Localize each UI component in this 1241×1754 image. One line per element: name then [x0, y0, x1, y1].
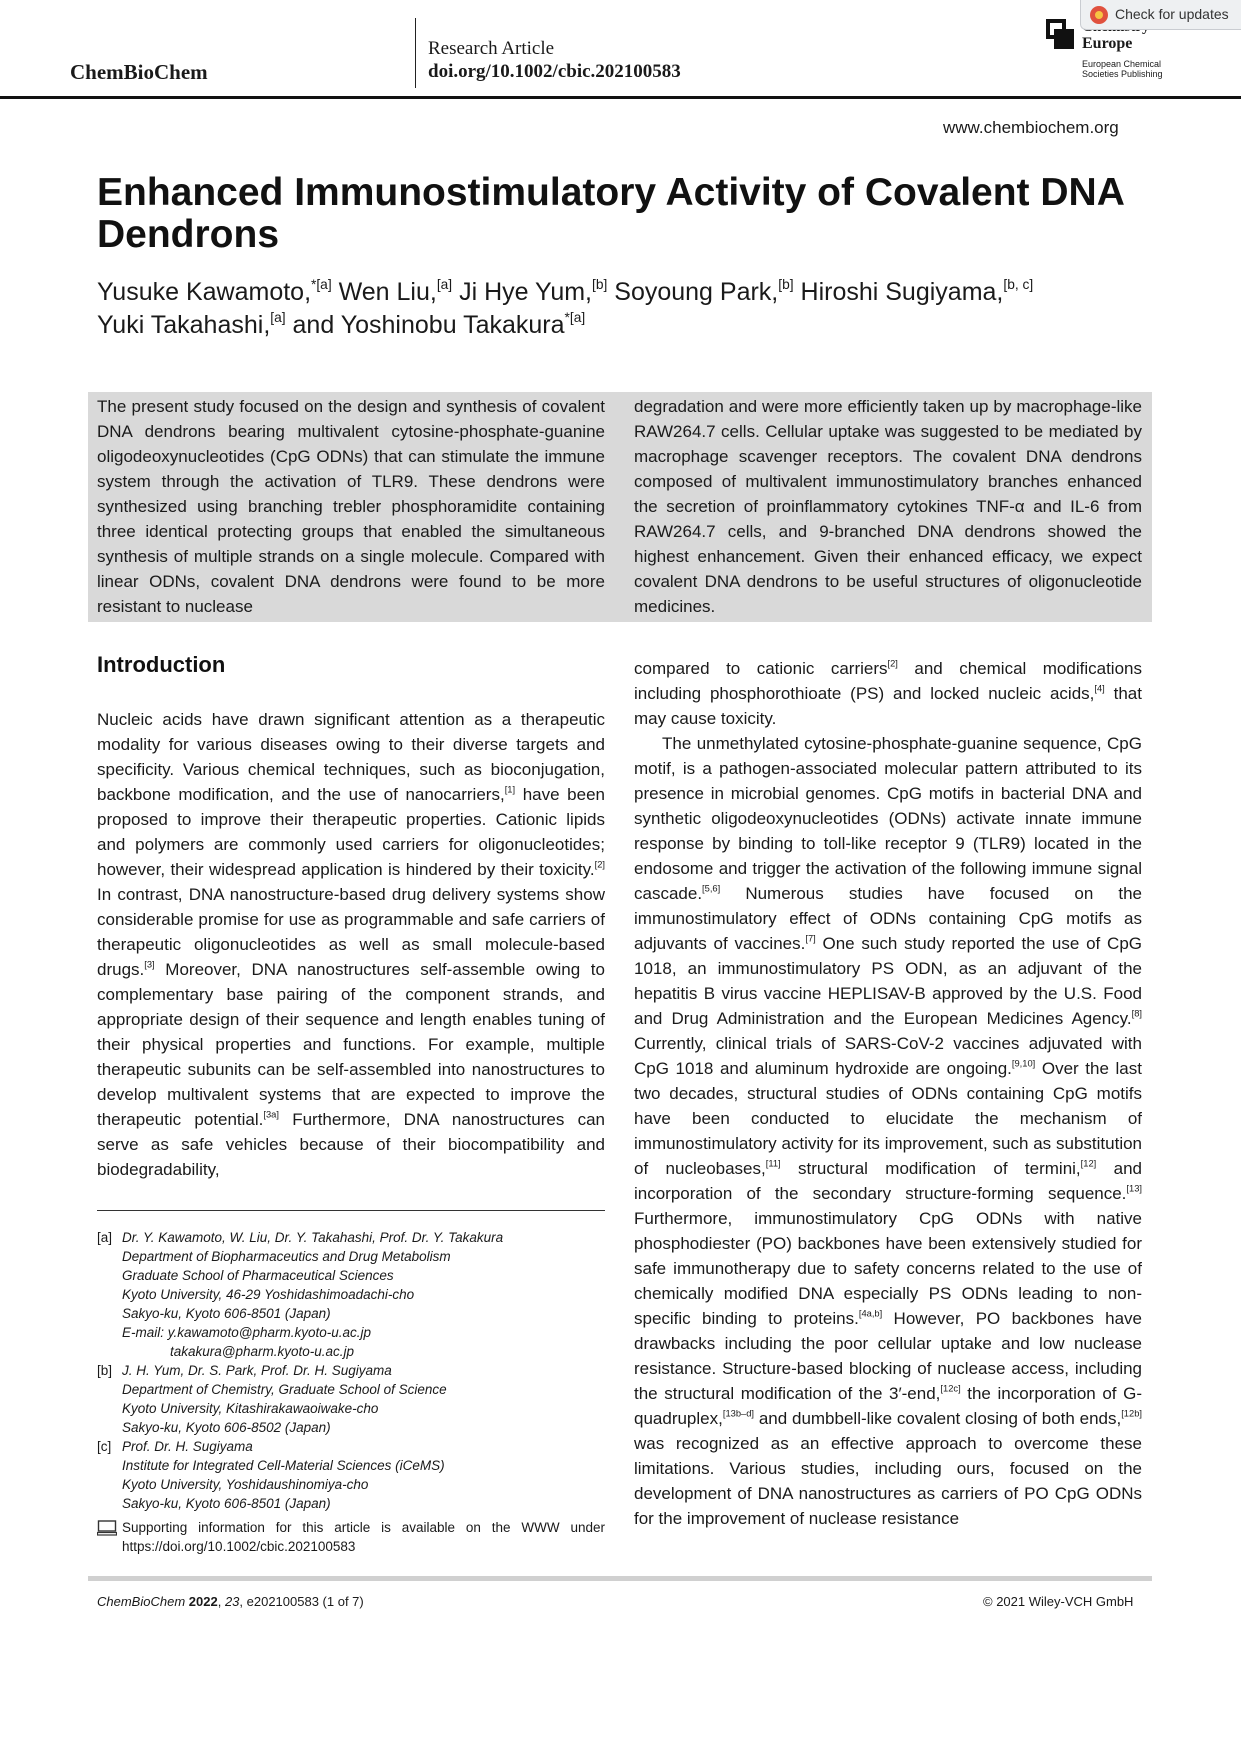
body-right-column — [634, 656, 1142, 1531]
author-name: Hiroshi Sugiyama, — [800, 278, 1004, 306]
logo-text-3 — [1082, 59, 1163, 79]
footnote-rule — [97, 1210, 605, 1211]
citation-ref[interactable]: [4] — [1094, 683, 1105, 694]
affiliation-line: Department of Biopharmaceutics and Drug Metabolism — [122, 1249, 451, 1264]
text-run: was recognized as an effective approach to overcome these limitations. Various studies, including ours, focused on the development of DNA nanostructures as carriers of PO CpG ODNs for the improvement of nuclease resistance — [634, 1434, 1142, 1528]
supporting-info-text: Supporting information for this article is available on the WWW under https://doi.org/10.1002/cbic.202100583 — [122, 1520, 605, 1554]
footer-article: , e202100583 (1 of 7) — [239, 1594, 364, 1609]
crossmark-icon — [1090, 6, 1108, 24]
abstract-right: degradation and were more efficiently taken up by macrophage-like RAW264.7 cells. Cellular uptake was suggested to be mediated by macrophage scavenger receptors. The covalent DNA dendrons composed of multivalent immunostimulatory branches enhanced the secretion of proinflammatory cytokines TNF-α and IL-6 from RAW264.7 cells, and 9-branched DNA dendrons showed the highest enhancement. Given their enhanced efficacy, we expect covalent DNA dendrons to be useful structures of oligonucleotide medicines. — [634, 397, 1142, 616]
text-run: structural modification of termini, — [780, 1159, 1081, 1178]
citation-ref[interactable]: [3a] — [263, 1109, 279, 1120]
journal-name: ChemBioChem — [70, 60, 208, 84]
citation-ref[interactable]: [8] — [1131, 1008, 1142, 1019]
citation-ref[interactable]: [3] — [144, 959, 155, 970]
text-run: and chemical modifications including phosphorothioate (PS) and locked nucleic acids, — [634, 659, 1142, 703]
affiliation-entry — [97, 1228, 605, 1361]
text-run: Furthermore, immunostimulatory CpG ODNs with native phosphodiester (PO) backbones have been extensively studied for safe immunotherapy due to safety concerns related to the use of chemically modified DNA especially PS ODNs leading to non-specific binding to proteins. — [634, 1209, 1142, 1328]
affiliation-line: Department of Chemistry, Graduate School of Science — [122, 1382, 447, 1397]
intro-paragraph-1 — [97, 707, 605, 1182]
citation-ref[interactable]: [7] — [805, 933, 816, 944]
intro-paragraph-2 — [634, 731, 1142, 1531]
text-run: Currently, clinical trials of SARS-CoV-2 vaccines adjuvated with CpG 1018 and aluminum hydroxide are ongoing. — [634, 1034, 1142, 1078]
citation-ref[interactable]: [9,10] — [1011, 1058, 1036, 1069]
footer-volume: 23 — [224, 1594, 240, 1609]
logo-subtitle-2: Societies Publishing — [1082, 69, 1163, 79]
text-run: that may cause toxicity. — [634, 684, 1142, 728]
affiliation-line: Kyoto University, Kitashirakawaoiwake-cho — [122, 1401, 379, 1416]
author-name: Yusuke Kawamoto, — [97, 278, 312, 306]
logo-subtitle-1: European Chemical — [1082, 59, 1162, 69]
footer-rule — [88, 1576, 1152, 1581]
text-run: Numerous studies have focused on the immunostimulatory effect of ODNs containing CpG motifs as adjuvants of vaccines. — [634, 884, 1142, 953]
body-left-column — [97, 707, 605, 1182]
citation-ref[interactable]: [2] — [594, 859, 605, 870]
check-for-updates-button[interactable] — [1080, 0, 1241, 30]
doi-link[interactable]: doi.org/10.1002/cbic.202100583 — [428, 61, 681, 82]
text-run: the incorporation of G-quadruplex, — [634, 1384, 1142, 1428]
citation-ref[interactable]: [13] — [1126, 1183, 1142, 1194]
citation-ref[interactable]: [11] — [765, 1158, 781, 1169]
affiliation-tag: [a] — [97, 1230, 113, 1245]
author-affiliation-mark: [a] — [436, 277, 453, 292]
text-run: Furthermore, DNA nanostructures can serve as safe vehicles because of their biocompatibility and biodegradability, — [97, 1110, 605, 1179]
author-list — [97, 276, 1177, 342]
footer-citation: ChemBioChem 2022, 23, e202100583 (1 of 7) — [97, 1594, 364, 1609]
affiliation-line: E-mail: y.kawamoto@pharm.kyoto-u.ac.jp — [122, 1325, 372, 1340]
section-heading-introduction: Introduction — [97, 652, 226, 677]
author-name: Wen Liu, — [338, 278, 437, 306]
affiliation-line: Sakyo-ku, Kyoto 606-8501 (Japan) — [122, 1306, 331, 1321]
citation-ref[interactable]: [12b] — [1121, 1408, 1142, 1419]
footer-journal: ChemBioChem — [97, 1594, 186, 1609]
footer-copyright: © 2021 Wiley-VCH GmbH — [983, 1594, 1134, 1609]
author-affiliation-mark: *[a] — [564, 310, 586, 325]
author-affiliation-mark: [b] — [778, 277, 794, 292]
text-run: One such study reported the use of CpG 1018, an immunostimulatory PS ODN, as an adjuvant of the hepatitis B virus vaccine HEPLISAV-B approved by the U.S. Food and Drug Administration and the European Medicines Agency. — [634, 934, 1142, 1028]
affiliations — [97, 1228, 605, 1513]
author-affiliation-mark: [b, c] — [1003, 277, 1034, 292]
citation-ref[interactable]: [13b–d] — [722, 1408, 755, 1419]
citation-ref[interactable]: [2] — [887, 658, 898, 669]
supporting-information — [97, 1518, 605, 1556]
affiliation-tag: [c] — [97, 1439, 112, 1454]
text-run: Moreover, DNA nanostructures self-assemble owing to complementary base pairing of the component strands, and appropriate design of their sequence and length enables tuning of their physical properties and functions. For example, multiple therapeutic subunits can be self-assembled into nanostructures to develop multivalent systems that are expected to improve the therapeutic potential. — [97, 960, 605, 1129]
affiliation-line: Dr. Y. Kawamoto, W. Liu, Dr. Y. Takahashi, Prof. Dr. Y. Takakura — [122, 1230, 504, 1245]
text-run: However, PO backbones have drawbacks including the poor cellular uptake and low nuclease resistance. Structure-based blocking of nuclease access, including the structural modification of the 3′-end, — [634, 1309, 1143, 1403]
citation-ref[interactable]: [4a,b] — [858, 1308, 883, 1319]
author-affiliation-mark: [b] — [592, 277, 608, 292]
text-run: have been proposed to improve their therapeutic properties. Cationic lipids and polymers are commonly used carriers for oligonucleotides; however, their widespread application is hindered by their toxicity. — [97, 785, 605, 879]
footer-year: 2022 — [188, 1594, 218, 1609]
affiliation-tag: [b] — [97, 1363, 113, 1378]
citation-ref[interactable]: [1] — [504, 784, 516, 795]
text-run: compared to cationic carriers — [634, 659, 888, 678]
article-title: Enhanced Immunostimulatory Activity of Covalent DNA Dendrons — [97, 171, 1124, 256]
text-run: Over the last two decades, structural studies of ODNs containing CpG motifs have been conducted to elucidate the mechanism of immunostimulatory activity for its improvement, such as substitution of nucleobases, — [634, 1059, 1142, 1178]
affiliation-line: Graduate School of Pharmaceutical Sciences — [122, 1268, 394, 1283]
affiliation-line: Institute for Integrated Cell-Material Sciences (iCeMS) — [122, 1458, 445, 1473]
article-type: Research Article — [428, 38, 555, 59]
affiliation-line: Sakyo-ku, Kyoto 606-8502 (Japan) — [122, 1420, 331, 1435]
logo-text-2: Europe — [1082, 35, 1133, 52]
website-link[interactable]: www.chembiochem.org — [943, 118, 1119, 137]
affiliation-line: J. H. Yum, Dr. S. Park, Prof. Dr. H. Sugiyama — [122, 1363, 392, 1378]
affiliation-line: Prof. Dr. H. Sugiyama — [122, 1439, 253, 1454]
text-run: The unmethylated cytosine-phosphate-guanine sequence, CpG motif, is a pathogen-associated molecular pattern attributed to its presence in microbial genomes. CpG motifs in bacterial DNA and synthetic oligodeoxynucleotides (ODNs) activate innate immune response by binding to toll-like receptor 9 (TLR9) located in the endosome and trigger the activation of the following immune signal cascade. — [634, 734, 1142, 903]
affiliation-line: Kyoto University, Yoshidaushinomiya-cho — [122, 1477, 369, 1492]
intro-paragraph-continued — [634, 656, 1142, 731]
affiliation-email[interactable]: takakura@pharm.kyoto-u.ac.jp — [170, 1344, 355, 1359]
author-affiliation-mark: *[a] — [311, 277, 332, 292]
check-for-updates-label: Check for updates — [1115, 6, 1229, 22]
abstract-left: The present study focused on the design and synthesis of covalent DNA dendrons bearing multivalent cytosine-phosphate-guanine oligodeoxynucleotides (CpG ODNs) that can stimulate the immune system through the activation of TLR9. These dendrons were synthesized using branching trebler phosphoramidite containing three identical protecting groups that enabled the simultaneous synthesis of multiple strands on a single molecule. Compared with linear ODNs, covalent DNA dendrons were found to be more resistant to nuclease — [97, 397, 605, 616]
author-name: and Yoshinobu Takakura — [292, 311, 565, 339]
text-run: and dumbbell-like covalent closing of both ends, — [754, 1409, 1122, 1428]
header-divider — [415, 18, 416, 88]
text-run: and incorporation of the secondary structure-forming sequence. — [634, 1159, 1142, 1203]
affiliation-line: Kyoto University, 46-29 Yoshidashimoadachi-cho — [122, 1287, 415, 1302]
affiliation-line: Sakyo-ku, Kyoto 606-8501 (Japan) — [122, 1496, 331, 1511]
citation-ref[interactable]: [12c] — [940, 1383, 961, 1394]
logo-square-fill — [1054, 29, 1074, 49]
citation-ref[interactable]: [12] — [1080, 1158, 1097, 1169]
affiliation-entry — [97, 1361, 605, 1437]
author-name: Ji Hye Yum, — [459, 278, 593, 306]
text-run: In contrast, DNA nanostructure-based drug delivery systems show considerable promise for use as programmable and safe carriers of therapeutic oligonucleotides as well as small molecule-based drugs. — [97, 885, 605, 979]
computer-icon — [97, 1520, 117, 1536]
author-affiliation-mark: [a] — [270, 310, 286, 325]
header-rule — [0, 96, 1241, 99]
citation-ref[interactable]: [5,6] — [702, 883, 721, 894]
affiliation-entry — [97, 1437, 605, 1513]
author-name: Soyoung Park, — [614, 278, 779, 306]
author-name: Yuki Takahashi, — [97, 311, 271, 339]
text-run: Nucleic acids have drawn significant attention as a therapeutic modality for various diseases owing to their diverse targets and specificity. Various chemical techniques, such as bioconjugation, backbone modification, and the use of nanocarriers, — [97, 710, 605, 804]
